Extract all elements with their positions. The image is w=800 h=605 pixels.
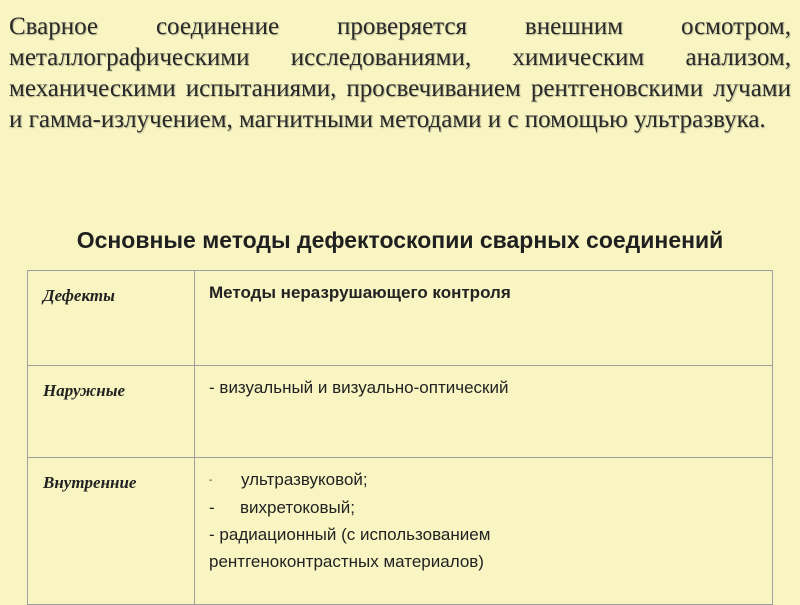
method-text: визуальный и визуально-оптический (219, 378, 509, 397)
table-row (28, 458, 773, 605)
method-line (209, 548, 764, 575)
method-text: ультразвуковой; (241, 470, 368, 489)
table-title: Основные методы дефектоскопии сварных соединений (76, 227, 724, 253)
table-header-row (28, 271, 773, 366)
header-defects-cell: Дефекты (28, 271, 195, 366)
method-text: радиационный (с использованием (219, 525, 491, 545)
method-line (209, 374, 764, 401)
methods-table (27, 270, 773, 605)
method-line (209, 466, 764, 494)
methods-outer-cell (195, 366, 773, 458)
method-dash: - (209, 498, 215, 518)
defect-outer-cell: Наружные (28, 366, 195, 458)
intro-paragraph: Сварное соединение проверяется внешним осмотром, металлографическими исследованиями, химическим анализом, механическими испытаниями, просвечиванием рентгеновскими лучами и гамма-излучением, магнитными методами и с помощью ультразвука. (9, 13, 791, 133)
method-dash: - (209, 475, 213, 487)
method-line (209, 494, 764, 521)
method-dash: - (209, 378, 215, 397)
methods-inner-cell (195, 458, 773, 605)
method-text: рентгеноконтрастных материалов) (209, 552, 484, 572)
defect-inner-cell: Внутренние (28, 458, 195, 605)
method-line (209, 521, 764, 548)
table-row (28, 366, 773, 458)
header-methods-cell: Методы неразрушающего контроля (195, 271, 773, 366)
method-dash: - (209, 525, 215, 545)
method-text: вихретоковый; (240, 498, 355, 518)
